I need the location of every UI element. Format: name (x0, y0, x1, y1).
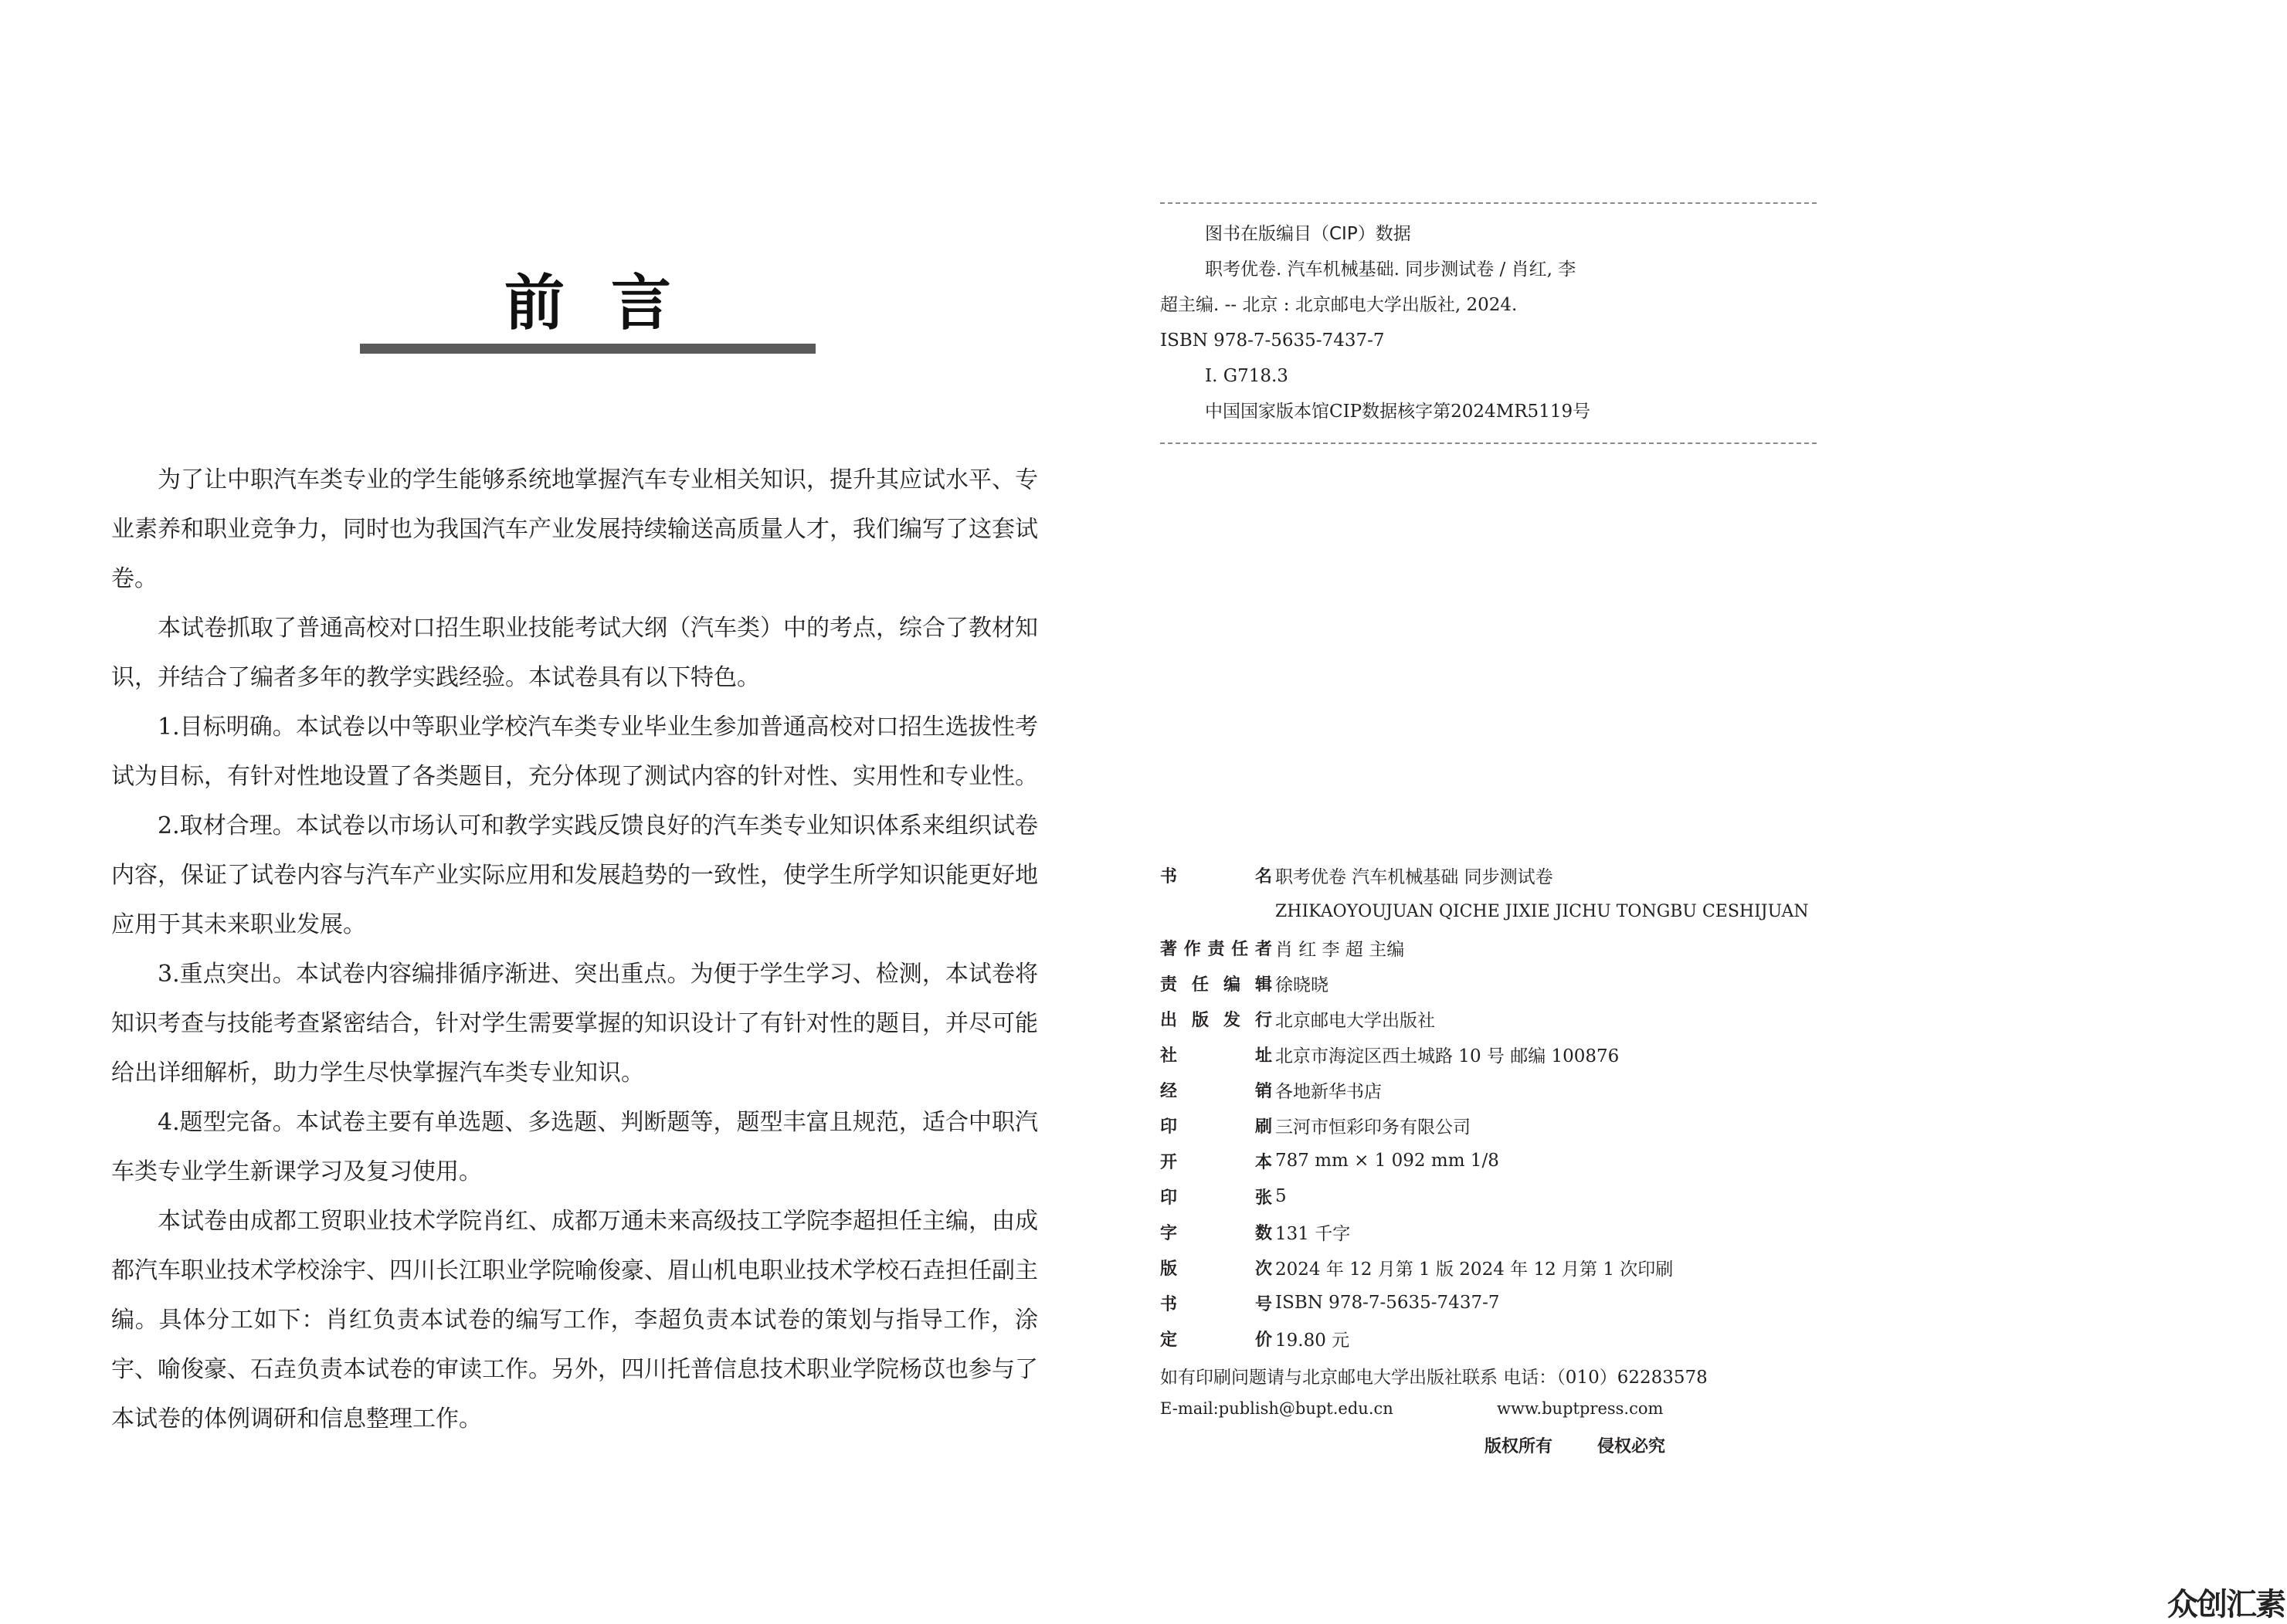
info-value-isbn: ISBN 978-7-5635-7437-7 (1275, 1293, 1500, 1313)
info-value-word-count: 131 千字 (1275, 1223, 1351, 1244)
cip-data-block (1160, 216, 1817, 429)
copyright-info-table (1160, 857, 1855, 1356)
info-row-editor (1160, 965, 1855, 1001)
preface-paragraph-5: 3.重点突出。本试卷内容编排循序渐进、突出重点。为便于学生学习、检测，本试卷将知识考查与技能考查紧密结合，针对学生需要掌握的知识设计了有针对性的题目，并尽可能给出详细解析，助力学生尽快掌握汽车类专业知识。 (111, 961, 1038, 1087)
info-value-sheets: 5 (1275, 1186, 1287, 1206)
info-value-price: 19.80 元 (1275, 1330, 1350, 1351)
cip-line-title: 职考优卷. 汽车机械基础. 同步测试卷 / 肖红, 李 (1205, 259, 1576, 280)
preface-paragraph-7: 本试卷由成都工贸职业技术学院肖红、成都万通未来高级技工学院李超担任主编，由成都汽车职业技术学校涂宇、四川长江职业学院喻俊豪、眉山机电职业技术学校石垚担任副主编。具体分工如下：肖红负责本试卷的编写工作，李超负责本试卷的策划与指导工作，涂宇、喻俊豪、石垚负责本试卷的审读工作。另外，四川托普信息技术职业学院杨苡也参与了本试卷的体例调研和信息整理工作。 (111, 1208, 1038, 1432)
info-label: 字 数 (1160, 1223, 1272, 1243)
cip-divider-bottom (1160, 442, 1817, 444)
cip-line-publisher: 超主编. -- 北京 : 北京邮电大学出版社, 2024. (1160, 295, 1518, 315)
info-value-edition: 2024 年 12 月第 1 版 2024 年 12 月第 1 次印刷 (1275, 1259, 1674, 1280)
preface-paragraph-4: 2.取材合理。本试卷以市场认可和教学实践反馈良好的汽车类专业知识体系来组织试卷内容，保证了试卷内容与汽车产业实际应用和发展趋势的一致性，使学生所学知识能更好地应用于其未来职业发展。 (111, 812, 1038, 938)
cip-divider-top (1160, 202, 1817, 204)
info-row-author (1160, 930, 1855, 965)
watermark-logo: 众创汇素 (2167, 1587, 2285, 1622)
info-label: 经 销 (1160, 1081, 1272, 1101)
info-row-sheets (1160, 1178, 1855, 1214)
cip-heading: 图书在版编目（CIP）数据 (1205, 224, 1411, 244)
info-row-word-count (1160, 1214, 1855, 1249)
info-label: 责 任 编 辑 (1160, 975, 1272, 995)
info-label: 书 号 (1160, 1294, 1272, 1314)
info-row-price (1160, 1321, 1855, 1356)
info-row-book-title (1160, 857, 1855, 893)
title-underline-bar (360, 344, 816, 354)
info-label: 印 张 (1160, 1188, 1272, 1208)
info-value-author: 肖 红 李 超 主编 (1275, 939, 1405, 960)
info-row-printer (1160, 1107, 1855, 1143)
email-address: E-mail:publish@bupt.edu.cn (1160, 1399, 1393, 1418)
info-value-editor: 徐晓晓 (1275, 975, 1328, 995)
website-address: www.buptpress.com (1497, 1399, 1664, 1418)
preface-paragraph-2: 本试卷抓取了普通高校对口招生职业技能考试大纲（汽车类）中的考点，综合了教材知识，并结合了编者多年的教学实践经验。本试卷具有以下特色。 (111, 615, 1038, 691)
info-pinyin-title: ZHIKAOYOUJUAN QICHE JIXIE JICHU TONGBU CESHIJUAN (1275, 901, 1809, 921)
infringement-notice: 侵权必究 (1597, 1436, 1666, 1456)
cip-line-classification: Ⅰ. G718.3 (1205, 366, 1288, 386)
info-label: 著 作 责 任 者 (1160, 939, 1272, 959)
info-value-book-title: 职考优卷 汽车机械基础 同步测试卷 (1275, 866, 1553, 887)
info-value-address: 北京市海淀区西土城路 10 号 邮编 100876 (1275, 1046, 1620, 1066)
info-value-format: 787 mm × 1 092 mm 1/8 (1275, 1151, 1499, 1171)
info-label: 开 本 (1160, 1152, 1272, 1172)
info-row-edition (1160, 1249, 1855, 1285)
info-row-address (1160, 1036, 1855, 1072)
info-value-printer: 三河市恒彩印务有限公司 (1275, 1117, 1471, 1137)
cip-line-record-number: 中国国家版本馆CIP数据核字第2024MR5119号 (1205, 402, 1591, 422)
info-value-distributor: 各地新华书店 (1275, 1081, 1382, 1102)
info-label: 版 次 (1160, 1259, 1272, 1279)
info-label: 书 名 (1160, 866, 1272, 887)
preface-paragraph-3: 1.目标明确。本试卷以中等职业学校汽车类专业毕业生参加普通高校对口招生选拔性考试为目标，有针对性地设置了各类题目，充分体现了测试内容的针对性、实用性和专业性。 (111, 714, 1038, 790)
preface-title: 前言 (504, 268, 718, 338)
info-row-distributor (1160, 1072, 1855, 1107)
rights-reserved: 版权所有 (1485, 1436, 1553, 1456)
info-label: 社 址 (1160, 1046, 1272, 1066)
info-row-isbn (1160, 1285, 1855, 1321)
copyright-notice (1485, 1433, 1665, 1457)
contact-line: 如有印刷问题请与北京邮电大学出版社联系 电话：（010）62283578 (1160, 1368, 1708, 1388)
info-row-format (1160, 1143, 1855, 1178)
info-value-publisher: 北京邮电大学出版社 (1275, 1010, 1435, 1031)
info-label: 印 刷 (1160, 1117, 1272, 1137)
info-label: 定 价 (1160, 1330, 1272, 1350)
info-label: 出 版 发 行 (1160, 1010, 1272, 1030)
preface-paragraph-1: 为了让中职汽车类专业的学生能够系统地掌握汽车专业相关知识，提升其应试水平、专业素养和职业竞争力，同时也为我国汽车产业发展持续输送高质量人才，我们编写了这套试卷。 (111, 466, 1038, 592)
info-row-publisher (1160, 1001, 1855, 1036)
preface-paragraph-6: 4.题型完备。本试卷主要有单选题、多选题、判断题等，题型丰富且规范，适合中职汽车类专业学生新课学习及复习使用。 (111, 1109, 1038, 1185)
cip-line-isbn: ISBN 978-7-5635-7437-7 (1160, 331, 1385, 351)
preface-body (111, 456, 1038, 1444)
